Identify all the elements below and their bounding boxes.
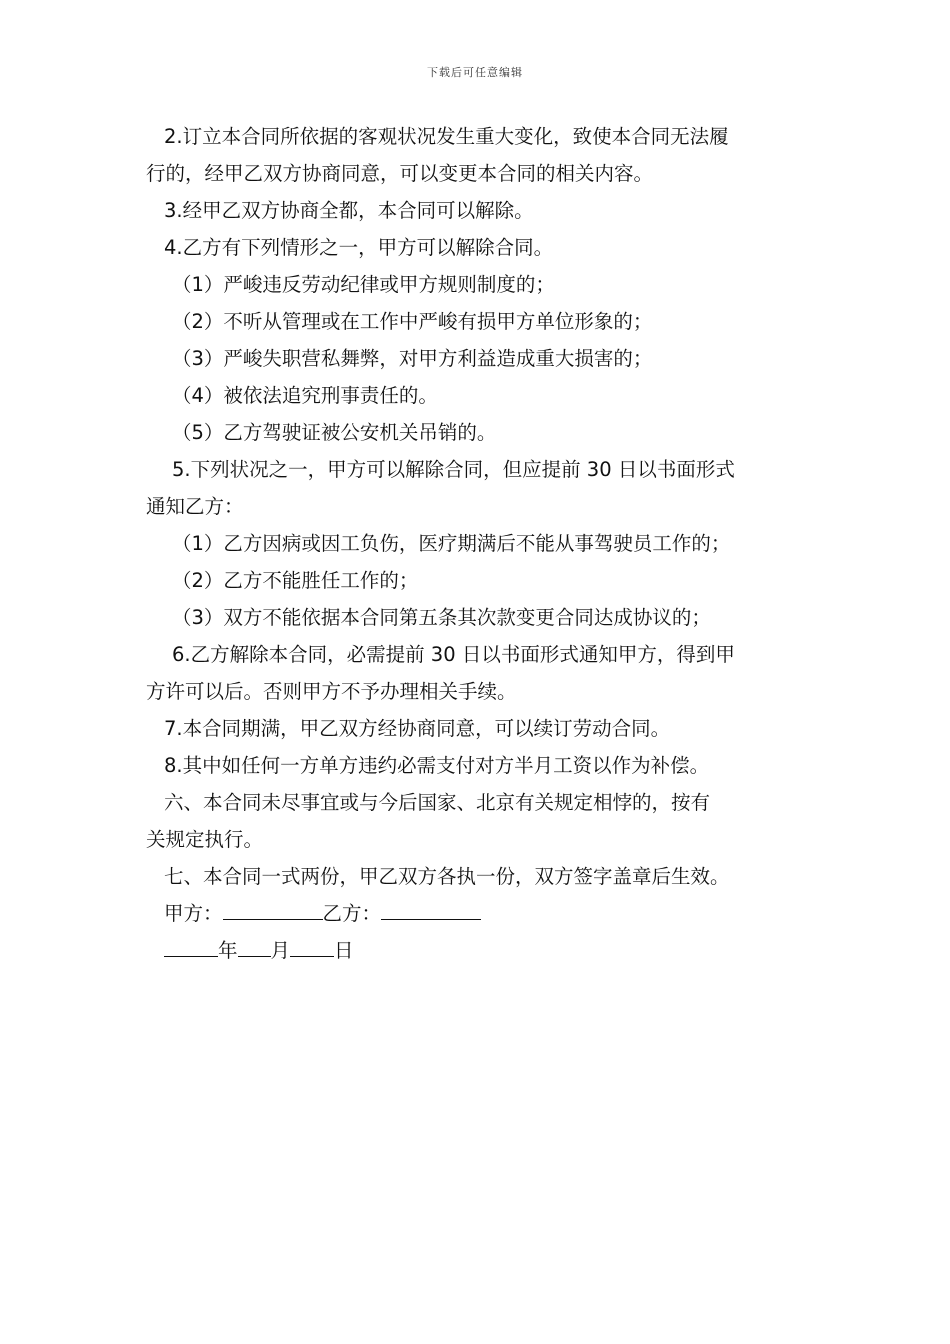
clause-5-item-1: （1）乙方因病或因工负伤，医疗期满后不能从事驾驶员工作的； [172,532,731,555]
clause-5-item-2: （2）乙方不能胜任工作的； [172,569,419,592]
section-7: 七、本合同一式两份，甲乙双方各执一份，双方签字盖章后生效。 [164,865,730,888]
clause-7: 7.本合同期满，甲乙双方经协商同意，可以续订劳动合同。 [164,717,671,740]
day-blank[interactable] [290,934,334,957]
clause-6-line-1: 6.乙方解除本合同，必需提前 30 日以书面形式通知甲方，得到甲 [172,643,735,666]
document-body [146,118,810,969]
party-a-label: 甲方： [164,902,223,925]
clause-6-line-2: 方许可以后。否则甲方不予办理相关手续。 [146,680,517,703]
date-line [146,932,810,969]
clause-3: 3.经甲乙双方协商全都，本合同可以解除。 [164,199,534,222]
clause-5-item-3: （3）双方不能依据本合同第五条其次款变更合同达成协议的； [172,606,711,629]
clause-4-item-5: （5）乙方驾驶证被公安机关吊销的。 [172,421,497,444]
clause-5-line-2: 通知乙方： [146,495,244,518]
party-a-signature-blank[interactable] [223,897,323,920]
clause-4: 4.乙方有下列情形之一，甲方可以解除合同。 [164,236,554,259]
clause-2-line-2: 行的，经甲乙双方协商同意，可以变更本合同的相关内容。 [146,162,654,185]
clause-4-item-3: （3）严峻失职营私舞弊，对甲方利益造成重大损害的； [172,347,653,370]
clause-5-line-1: 5.下列状况之一，甲方可以解除合同，但应提前 30 日以书面形式 [172,458,735,481]
clause-4-item-4: （4）被依法追究刑事责任的。 [172,384,438,407]
section-6-line-1: 六、本合同未尽事宜或与今后国家、北京有关规定相悖的，按有 [164,791,711,814]
month-label: 月 [270,939,291,962]
month-blank[interactable] [238,934,271,957]
day-label: 日 [334,939,354,962]
page-header: 下载后可任意编辑 [427,66,523,79]
year-label: 年 [218,939,238,962]
party-b-label: 乙方： [322,902,382,925]
party-b-signature-blank[interactable] [381,897,481,920]
clause-4-item-2: （2）不听从管理或在工作中严峻有损甲方单位形象的； [172,310,653,333]
section-6-line-2: 关规定执行。 [146,828,264,851]
signature-line [146,895,810,932]
clause-8: 8.其中如任何一方单方违约必需支付对方半月工资以作为补偿。 [164,754,710,777]
clause-4-item-1: （1）严峻违反劳动纪律或甲方规则制度的； [172,273,555,296]
year-blank[interactable] [164,934,218,957]
clause-2-line-1: 2.订立本合同所依据的客观状况发生重大变化，致使本合同无法履 [164,125,729,148]
